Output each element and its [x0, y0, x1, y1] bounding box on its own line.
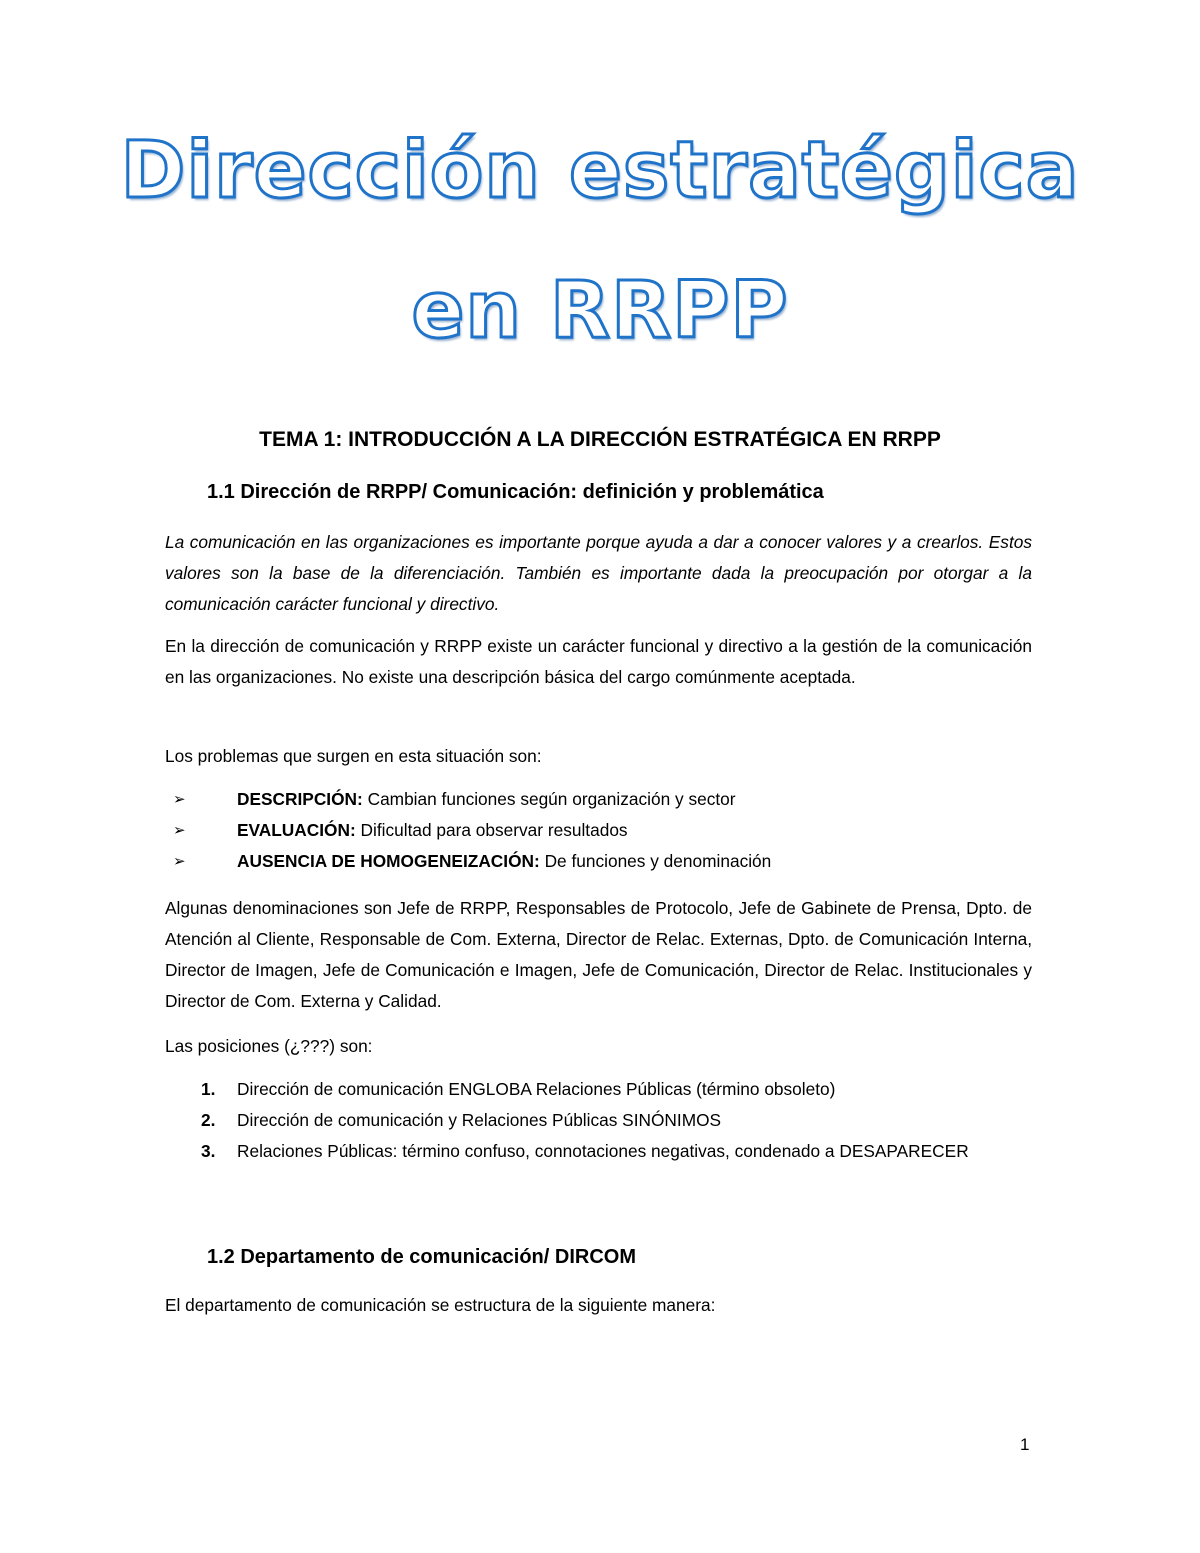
item-number: 3. [201, 1141, 216, 1161]
bullet-item-evaluacion [165, 815, 1032, 846]
bullet-label: AUSENCIA DE HOMOGENEIZACIÓN: [237, 851, 540, 871]
paragraph-3: Los problemas que surgen en esta situación son: [165, 746, 542, 766]
numbered-item [165, 1105, 1032, 1136]
item-number: 1. [201, 1079, 216, 1099]
paragraph-4: Algunas denominaciones son Jefe de RRPP, Responsables de Protocolo, Jefe de Gabinete de Prensa, Dpto. de Atención al Cliente, Responsable de Com. Externa, Director de Relac. Externas, Dpto. de Comunicación Interna, Director de Imagen, Jefe de Comunicación e Imagen, Jefe de Comunicación, Director de Relac. Institucionales y Director de Com. Externa y Calidad. [165, 898, 1032, 1011]
bullet-text: De funciones y denominación [539, 851, 772, 871]
arrow-bullet-icon: ➢ [173, 852, 186, 870]
bullet-item-homogeneizacion [165, 846, 1032, 877]
section-1-2-paragraph: El departamento de comunicación se estructura de la siguiente manera: [165, 1295, 716, 1315]
page-number: 1 [1020, 1435, 1030, 1454]
bullet-label: EVALUACIÓN: [237, 820, 356, 840]
bullet-item-descripcion [165, 784, 1032, 815]
section-1-1-heading: 1.1 Dirección de RRPP/ Comunicación: definición y problemática [207, 481, 824, 503]
numbered-item [165, 1136, 1032, 1167]
problems-bullet-list [165, 784, 1032, 877]
arrow-bullet-icon: ➢ [173, 790, 186, 808]
document-title-line-2: en RRPP [411, 266, 789, 356]
section-1-2-heading: 1.2 Departamento de comunicación/ DIRCOM [207, 1246, 636, 1268]
document-title-line-1: Dirección estratégica [120, 126, 1080, 216]
item-text: Dirección de comunicación ENGLOBA Relaciones Públicas (término obsoleto) [237, 1079, 836, 1099]
bullet-text: Cambian funciones según organización y sector [362, 789, 736, 809]
item-text: Dirección de comunicación y Relaciones Públicas SINÓNIMOS [237, 1110, 722, 1130]
paragraph-5: Las posiciones (¿???) son: [165, 1036, 373, 1056]
paragraph-2: En la dirección de comunicación y RRPP existe un carácter funcional y directivo a la gestión de la comunicación en las organizaciones. No existe una descripción básica del cargo comúnmente aceptada. [165, 636, 1032, 687]
bullet-label: DESCRIPCIÓN: [237, 789, 363, 809]
item-text: Relaciones Públicas: término confuso, connotaciones negativas, condenado a DESAPARECER [237, 1141, 969, 1161]
item-number: 2. [201, 1110, 216, 1130]
intro-paragraph: La comunicación en las organizaciones es importante porque ayuda a dar a conocer valores y a crearlos. Estos valores son la base de la diferenciación. También es importante dada la preocupación por otorgar a la comunicación carácter funcional y directivo. [165, 532, 1032, 614]
tema-heading: TEMA 1: INTRODUCCIÓN A LA DIRECCIÓN ESTRATÉGICA EN RRPP [259, 428, 941, 451]
positions-numbered-list [165, 1074, 1032, 1167]
numbered-item [165, 1074, 1032, 1105]
bullet-text: Dificultad para observar resultados [355, 820, 628, 840]
arrow-bullet-icon: ➢ [173, 821, 186, 839]
